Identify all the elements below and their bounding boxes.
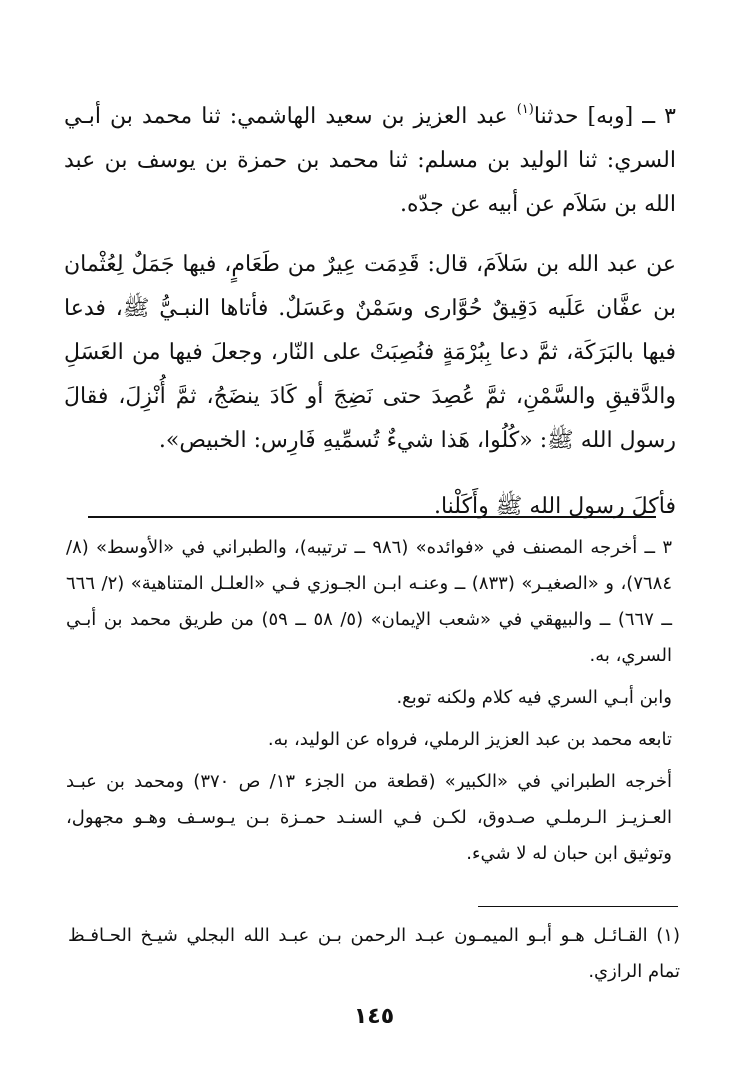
page-number: ١٤٥ [353,1004,395,1029]
hadith-isnad-paragraph [64,88,676,227]
takhrij-note: تابعه محمد بن عبد العزيز الرملي، فرواه عن الوليد، به. [267,729,672,750]
takhrij-notes [66,530,672,872]
isnad-chain: عبد العزيز بن سعيد الهاشمي: ثنا محمد بن أبـي السري: ثنا الوليد بن مسلم: ثنا محمد بن حمزة بن يوسف بن عبد الله بن سَلاَم عن أبيه عن جدّه. [64,104,676,217]
takhrij-note: وابن أبـي السري فيه كلام ولكنه توبع. [396,687,672,708]
footnote-text: (١) القـائـل هـو أبـو الميمـون عبـد الرحمن بـن عبـد الله البجلي شيـخ الحـافـظ تمام الرازي. [68,925,680,982]
hadith-closing-paragraph: فأكلَ رسول الله ﷺ وأَكَلْنا. [433,494,676,519]
footnote-reference: (١) [516,102,534,117]
main-text [64,88,676,529]
isnad-opening: ٣ ــ [وبه] حدثنا [533,104,676,129]
takhrij-note: ٣ ــ أخرجه المصنف في «فوائده» (٩٨٦ ــ ترتيبه)، والطبراني في «الأوسط» (٨/ ٧٦٨٤)، و «الصغيـر» (٨٣٣) ــ وعنـه ابـن الجـوزي فـي «العلـل المتناهية» (٢/ ٦٦٦ ــ ٦٦٧) ــ والبيهقي في «شعب الإيمان» (٥/ ٥٨ ــ ٥٩) من طريق محمد بن أبـي السري، به. [66,537,673,666]
hadith-matn-paragraph: عن عبد الله بن سَلاَمَ، قال: قَدِمَت عِيرٌ من طَعَامٍ، فيها جَمَلٌ لِعُثْمان بن عفَّان عَلَيه دَقِيقٌ حُوَّارى وسَمْنٌ وعَسَلٌ. فأتاها النبـيُّ ﷺ، فدعا فيها بالبَرَكَة، ثمَّ دعا بِبُرْمَةٍ فنُصِبَتْ على النّار، وجعلَ فيها من العَسَلِ والدَّقيقِ والسَّمْنِ، ثمَّ عُصِدَ حتى نَضِجَ أو كَادَ ينضَجُ، ثمَّ أُنْزِلَ، فقالَ رسول الله ﷺ: «كُلُوا، هَذا شيءٌ تُسمِّيهِ فَارِس: الخبيص». [64,252,676,453]
section-divider [88,516,656,518]
takhrij-note: أخرجه الطبراني في «الكبير» (قطعة من الجزء ١٣/ ص ٣٧٠) ومحمد بن عبـد العـزيـز الـرملـي صـدوق، لكـن فـي السنـد حمـزة بـن يـوسـف وهـو مجهول، وتوثيق ابن حبان له لا شيء. [66,771,672,864]
footnote-divider [478,906,678,907]
footnote [68,918,680,990]
